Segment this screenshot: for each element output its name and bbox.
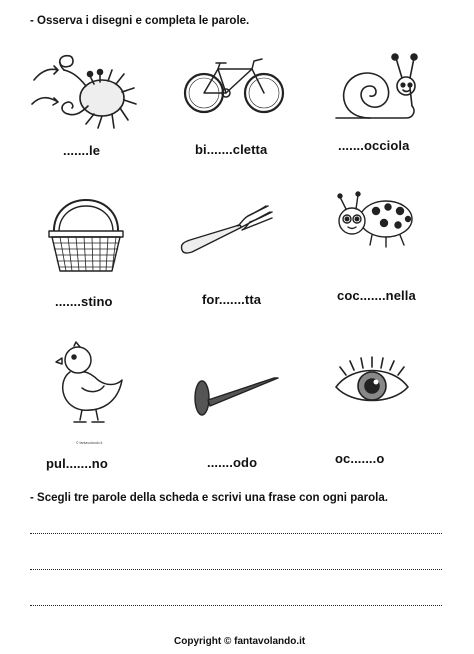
instruction-write-sentences: - Scegli tre parole della scheda e scrivi una frase con ogni parola. — [30, 492, 388, 504]
ladybug-icon — [328, 191, 418, 251]
crab-icon — [30, 40, 142, 132]
item-word: bi.......cletta — [195, 142, 268, 157]
writing-line[interactable] — [30, 533, 442, 534]
nail-icon — [186, 370, 282, 422]
item-word: .......odo — [207, 455, 258, 470]
eye-icon — [330, 353, 414, 411]
writing-line[interactable] — [30, 569, 442, 570]
basket-icon — [46, 183, 126, 275]
writing-line[interactable] — [30, 605, 442, 606]
item-word: .......occiola — [338, 138, 410, 153]
item-word: for.......tta — [202, 292, 262, 307]
fork-icon — [178, 200, 278, 260]
item-word: coc.......nella — [337, 288, 416, 303]
snail-icon — [332, 48, 422, 128]
chick-icon — [52, 340, 128, 430]
item-word: .......stino — [55, 294, 113, 309]
item-word: pul.......no — [46, 456, 108, 471]
copyright-footer: Copyright © fantavolando.it — [174, 636, 306, 647]
chick-watermark: © fantavolando.it — [76, 441, 103, 445]
instruction-complete-words: - Osserva i disegni e completa le parole. — [30, 15, 250, 27]
item-word: oc.......o — [335, 451, 385, 466]
item-word: .......le — [63, 143, 101, 158]
bicycle-icon — [182, 55, 286, 115]
